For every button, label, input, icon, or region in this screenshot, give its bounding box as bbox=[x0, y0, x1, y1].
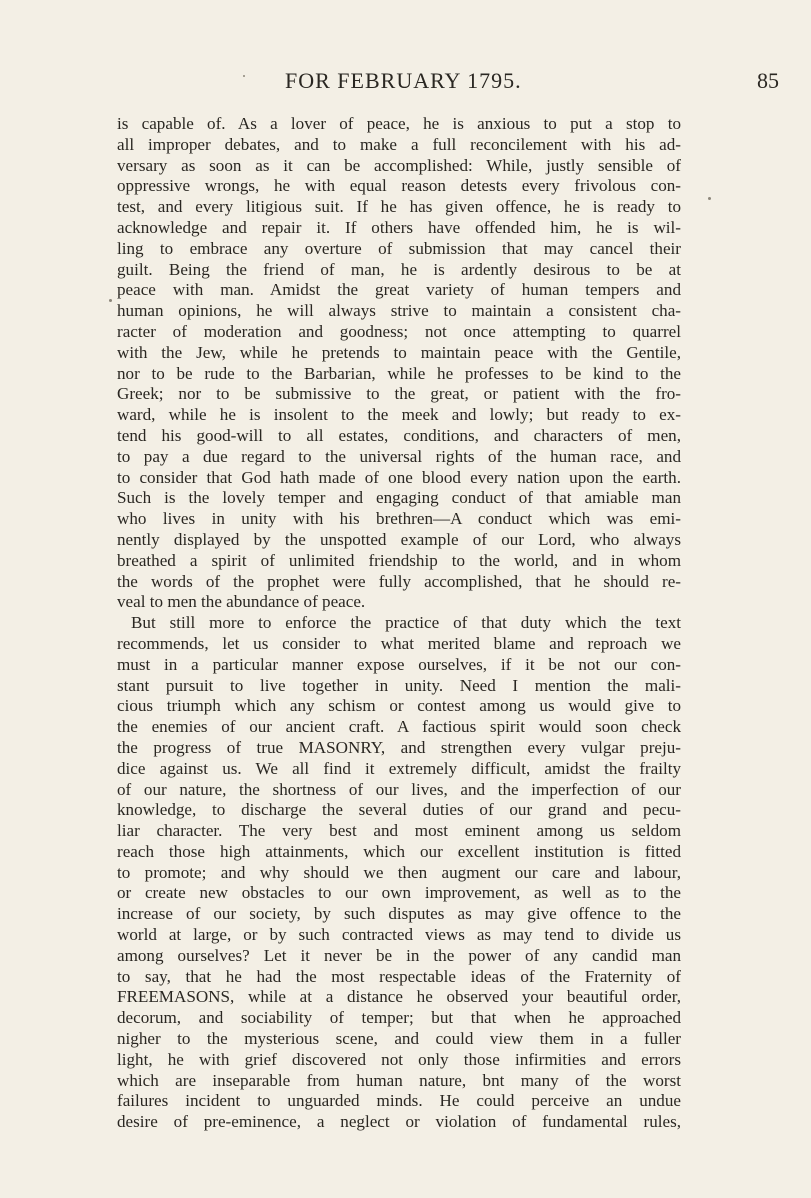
text-line: ward, while he is insolent to the meek and lowly; but ready to ex- bbox=[117, 405, 681, 425]
text-line: test, and every litigious suit. If he has given offence, he is ready to bbox=[117, 197, 681, 217]
body-text bbox=[117, 114, 681, 1133]
text-line: who lives in unity with his brethren—A conduct which was emi- bbox=[117, 509, 681, 529]
text-line: to pay a due regard to the universal rights of the human race, and bbox=[117, 446, 681, 466]
text-line: or create new obstacles to our own improvement, as well as to the bbox=[117, 883, 681, 903]
text-line: Greek; nor to be submissive to the great, or patient with the fro- bbox=[117, 384, 681, 404]
text-line: stant pursuit to live together in unity. Need I mention the mali- bbox=[117, 675, 681, 695]
text-line: nently displayed by the unspotted example of our Lord, who always bbox=[117, 529, 681, 549]
text-line: veal to men the abundance of peace. bbox=[117, 592, 366, 612]
text-line: the words of the prophet were fully accomplished, that he should re- bbox=[117, 571, 681, 591]
text-line: to promote; and why should we then augment our care and labour, bbox=[117, 862, 681, 882]
running-title: FOR FEBRUARY 1795. bbox=[285, 68, 522, 93]
text-line: human opinions, he will always strive to maintain a consistent cha- bbox=[117, 301, 681, 321]
text-line: reach those high attainments, which our excellent institution is fitted bbox=[117, 841, 681, 861]
paper-fleck bbox=[243, 75, 245, 77]
text-line: desire of pre-eminence, a neglect or violation of fundamental rules, bbox=[117, 1112, 681, 1132]
text-line: liar character. The very best and most eminent among us seldom bbox=[117, 821, 681, 841]
text-line: the enemies of our ancient craft. A factious spirit would soon check bbox=[117, 717, 681, 737]
text-line: ling to embrace any overture of submission that may cancel their bbox=[117, 238, 681, 258]
text-line: versary as soon as it can be accomplished: While, justly sensible of bbox=[117, 155, 681, 175]
paper-fleck bbox=[109, 299, 112, 302]
text-line: cious triumph which any schism or contest among us would give to bbox=[117, 696, 681, 716]
text-line: which are inseparable from human nature, bnt many of the worst bbox=[117, 1070, 681, 1090]
text-line: with the Jew, while he pretends to maintain peace with the Gentile, bbox=[117, 342, 681, 362]
text-line: peace with man. Amidst the great variety of human tempers and bbox=[117, 280, 681, 300]
text-line: nigher to the mysterious scene, and could view them in a fuller bbox=[117, 1029, 681, 1049]
text-line: dice against us. We all find it extremely difficult, amidst the frailty bbox=[117, 758, 681, 778]
text-line: But still more to enforce the practice of that duty which the text bbox=[131, 613, 681, 633]
page-number: 85 bbox=[757, 68, 779, 93]
text-line: the progress of true MASONRY, and strengthen every vulgar preju- bbox=[117, 737, 681, 757]
text-line: nor to be rude to the Barbarian, while he professes to be kind to the bbox=[117, 363, 681, 383]
text-line: tend his good-will to all estates, conditions, and characters of men, bbox=[117, 425, 681, 445]
text-line: racter of moderation and goodness; not once attempting to quarrel bbox=[117, 321, 681, 341]
text-line: Such is the lovely temper and engaging conduct of that amiable man bbox=[117, 488, 681, 508]
text-line: oppressive wrongs, he with equal reason detests every frivolous con- bbox=[117, 176, 681, 196]
text-line: acknowledge and repair it. If others have offended him, he is wil- bbox=[117, 217, 681, 237]
text-line: increase of our society, by such disputes as may give offence to the bbox=[117, 904, 681, 924]
text-line: of our nature, the shortness of our lives, and the imperfection of our bbox=[117, 779, 681, 799]
text-line: must in a particular manner expose ourselves, if it be not our con- bbox=[117, 654, 681, 674]
text-line: world at large, or by such contracted views as may tend to divide us bbox=[117, 925, 681, 945]
text-line: guilt. Being the friend of man, he is ardently desirous to be at bbox=[117, 259, 681, 279]
text-line: failures incident to unguarded minds. He could perceive an undue bbox=[117, 1091, 681, 1111]
text-line: recommends, let us consider to what merited blame and reproach we bbox=[117, 633, 681, 653]
text-line: among ourselves? Let it never be in the power of any candid man bbox=[117, 945, 681, 965]
text-line: to consider that God hath made of one blood every nation upon the earth. bbox=[117, 467, 681, 487]
text-line: light, he with grief discovered not only those infirmities and errors bbox=[117, 1049, 681, 1069]
text-line: knowledge, to discharge the several duties of our grand and pecu- bbox=[117, 800, 681, 820]
paper-fleck bbox=[708, 197, 711, 200]
text-line: FREEMASONS, while at a distance he observed your beautiful order, bbox=[117, 987, 681, 1007]
text-line: breathed a spirit of unlimited friendship to the world, and in whom bbox=[117, 550, 681, 570]
text-line: decorum, and sociability of temper; but that when he approached bbox=[117, 1008, 681, 1028]
text-line: to say, that he had the most respectable ideas of the Fraternity of bbox=[117, 966, 681, 986]
text-line: is capable of. As a lover of peace, he is anxious to put a stop to bbox=[117, 114, 681, 133]
text-line: all improper debates, and to make a full reconcilement with his ad- bbox=[117, 134, 681, 154]
page-header bbox=[0, 68, 811, 108]
